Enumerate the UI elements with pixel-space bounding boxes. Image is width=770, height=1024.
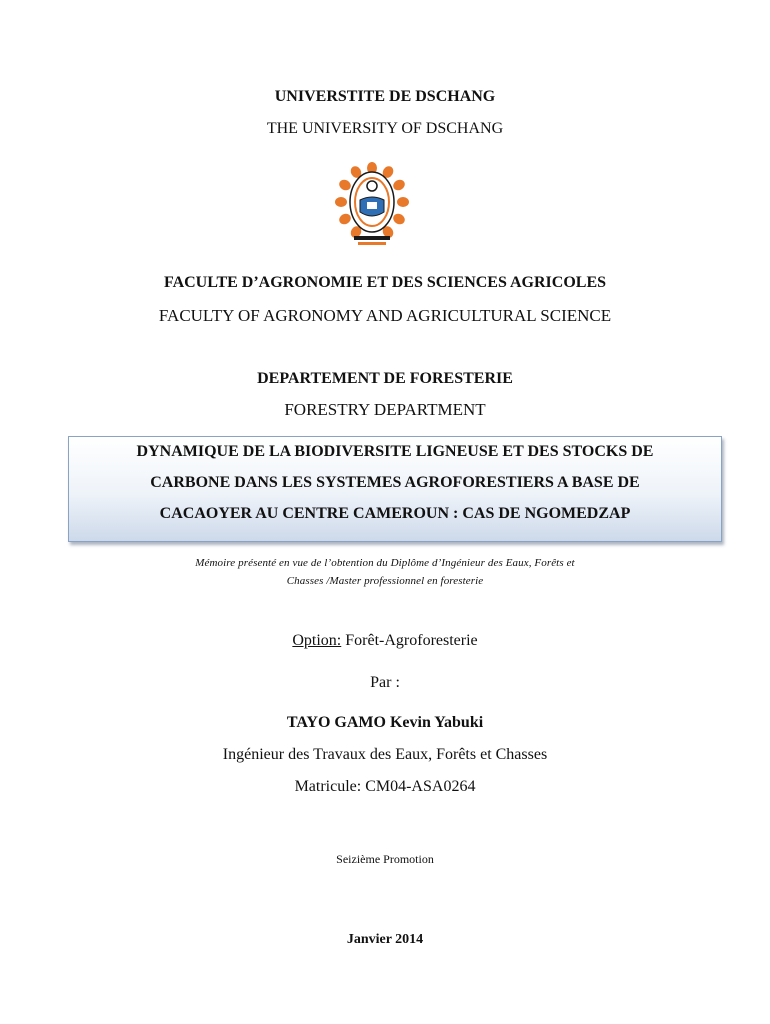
author-name: TAYO GAMO Kevin Yabuki <box>286 714 484 731</box>
option-label: Option: <box>292 632 342 649</box>
department-name-fr: DEPARTEMENT DE FORESTERIE <box>257 370 513 387</box>
author-matricule: Matricule: CM04-ASA0264 <box>294 778 476 795</box>
department-name-en: FORESTRY DEPARTMENT <box>284 400 486 419</box>
faculty-name-en: FACULTY OF AGRONOMY AND AGRICULTURAL SCIENCE <box>158 306 612 325</box>
university-name-fr: UNIVERSTITE DE DSCHANG <box>274 88 496 105</box>
option-line <box>0 632 770 650</box>
university-seal-icon <box>332 160 412 250</box>
option-value: Forêt-Agroforesterie <box>341 632 478 649</box>
author-title: Ingénieur des Travaux des Eaux, Forêts et Chasses <box>222 746 548 763</box>
faculty-name-fr: FACULTE D’AGRONOMIE ET DES SCIENCES AGRICOLES <box>163 274 607 291</box>
memoire-line-2: Chasses /Master professionnel en foresterie <box>286 575 484 587</box>
memoire-line-1: Mémoire présenté en vue de l’obtention du Diplôme d’Ingénieur des Eaux, Forêts et <box>195 557 575 569</box>
par-label: Par : <box>370 674 400 691</box>
thesis-title-line-2: CARBONE DANS LES SYSTEMES AGROFORESTIERS A BASE DE <box>150 474 640 491</box>
submission-date: Janvier 2014 <box>346 932 424 947</box>
thesis-title-box <box>68 436 722 542</box>
thesis-title-line-3: CACAOYER AU CENTRE CAMEROUN : CAS DE NGOMEDZAP <box>159 505 631 522</box>
university-name-en: THE UNIVERSITY OF DSCHANG <box>266 120 504 137</box>
promotion: Seizième Promotion <box>336 852 434 866</box>
thesis-title-line-1: DYNAMIQUE DE LA BIODIVERSITE LIGNEUSE ET DES STOCKS DE <box>136 443 654 460</box>
